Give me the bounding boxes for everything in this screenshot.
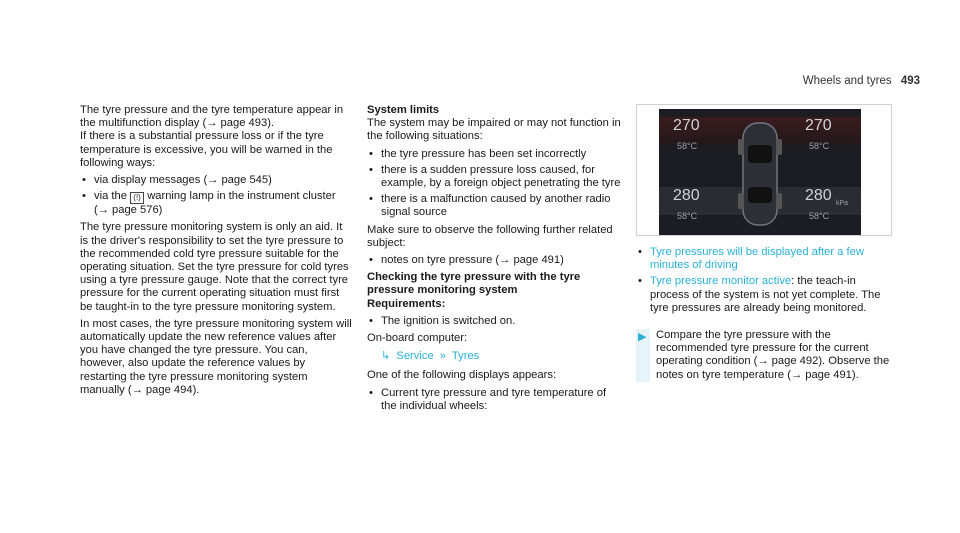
list-item: • notes on tyre pressure (→ page 491): [369, 254, 564, 267]
tyre-pressure-warning-lamp-icon: (!): [130, 192, 144, 204]
car-top-view-icon: [735, 119, 785, 229]
menu-item-service: Service: [396, 350, 434, 363]
tyre-display-figure: [636, 104, 892, 236]
bullet-list: [367, 315, 622, 328]
paragraph: Make sure to observe the following further related subject:: [367, 223, 613, 249]
chevron-right-icon: »: [439, 350, 446, 363]
page-header: [803, 75, 920, 87]
section-title: Wheels and tyres: [802, 75, 892, 87]
column-right: [636, 104, 890, 382]
rear-left-temp: 58°C: [677, 211, 698, 221]
list-item: • Tyre pressures will be displayed after a few minutes of driving: [638, 246, 864, 272]
list-item: • Current tyre pressure and tyre temperature of the individual wheels:: [369, 386, 607, 412]
bullet-list: [367, 387, 622, 413]
page-number: 493: [900, 75, 920, 87]
section-heading: System limits: [367, 104, 440, 116]
menu-item-tyres: Tyres: [451, 350, 480, 363]
bullet-list: [367, 148, 622, 220]
front-right-temp: 58°C: [809, 141, 830, 151]
rear-right-pressure: 280: [805, 187, 832, 204]
rear-right-temp: 58°C: [809, 211, 830, 221]
bullet-list: [367, 254, 622, 267]
list-item: • The ignition is switched on.: [369, 314, 516, 327]
front-right-pressure: 270: [805, 117, 832, 134]
list-item: • Tyre pressure monitor active: the teach-in process of the system is not yet complete. The tyre pressures are already being monitored.: [638, 275, 881, 314]
paragraph: The tyre pressure and the tyre temperature appear in the multifunction display (→ page 493).: [80, 104, 344, 130]
list-item: • via the (!) warning lamp in the instrument cluster (→ page 576): [82, 190, 336, 217]
front-left-temp: 58°C: [677, 141, 698, 151]
arrow-right-icon: ↳: [381, 350, 391, 363]
rear-left-pressure: 280: [673, 187, 700, 204]
column-middle: [367, 104, 622, 417]
column-left: [80, 104, 352, 397]
paragraph: The tyre pressure monitoring system is only an aid. It is the driver's responsibility to set the tyre pressure to the recommended cold tyre pressure suitable for the operating situation. Set the tyre pressure for cold tyres using a tyre pressure gauge. Note that the correct tyre pressure for the current operating situation must first be taught-in to the tyre pressure monitoring system.: [80, 221, 349, 313]
list-item: • there is a sudden pressure loss caused, for example, by a foreign object penetrating the tyre: [369, 163, 621, 190]
paragraph: One of the following displays appears:: [367, 369, 557, 382]
tip-box: [636, 329, 890, 382]
list-item: • via display messages (→ page 545): [82, 174, 272, 187]
section-heading: Checking the tyre pressure with the tyre pressure monitoring system: [367, 271, 581, 297]
paragraph: The system may be impaired or may not function in the following situations:: [367, 117, 621, 143]
front-left-pressure: 270: [673, 117, 700, 134]
paragraph: In most cases, the tyre pressure monitoring system will automatically update the new reference values after you have changed the tyre pressure. You can, however, also update the reference values by restarting the tyre pressure monitoring system manually (→ page 494).: [80, 317, 352, 396]
paragraph: On-board computer:: [367, 332, 468, 345]
paragraph: If there is a substantial pressure loss or if the tyre temperature is excessive, you will be warned in the following ways:: [80, 130, 333, 169]
display-screen: [659, 109, 861, 235]
requirements-label: Requirements:: [367, 297, 446, 310]
list-item: • the tyre pressure has been set incorrectly: [369, 147, 587, 160]
list-item: • there is a malfunction caused by another radio signal source: [369, 193, 611, 219]
menu-path: [381, 350, 622, 363]
bullet-list: [80, 174, 352, 217]
bullet-list: [636, 246, 890, 315]
paragraph: Compare the tyre pressure with the recommended tyre pressure for the current operating condition (→ page 492). Observe the notes on tyre temperature (→ page 491).: [656, 329, 890, 381]
pressure-unit: kPa: [836, 200, 849, 207]
play-arrow-icon: ▶: [638, 331, 647, 344]
